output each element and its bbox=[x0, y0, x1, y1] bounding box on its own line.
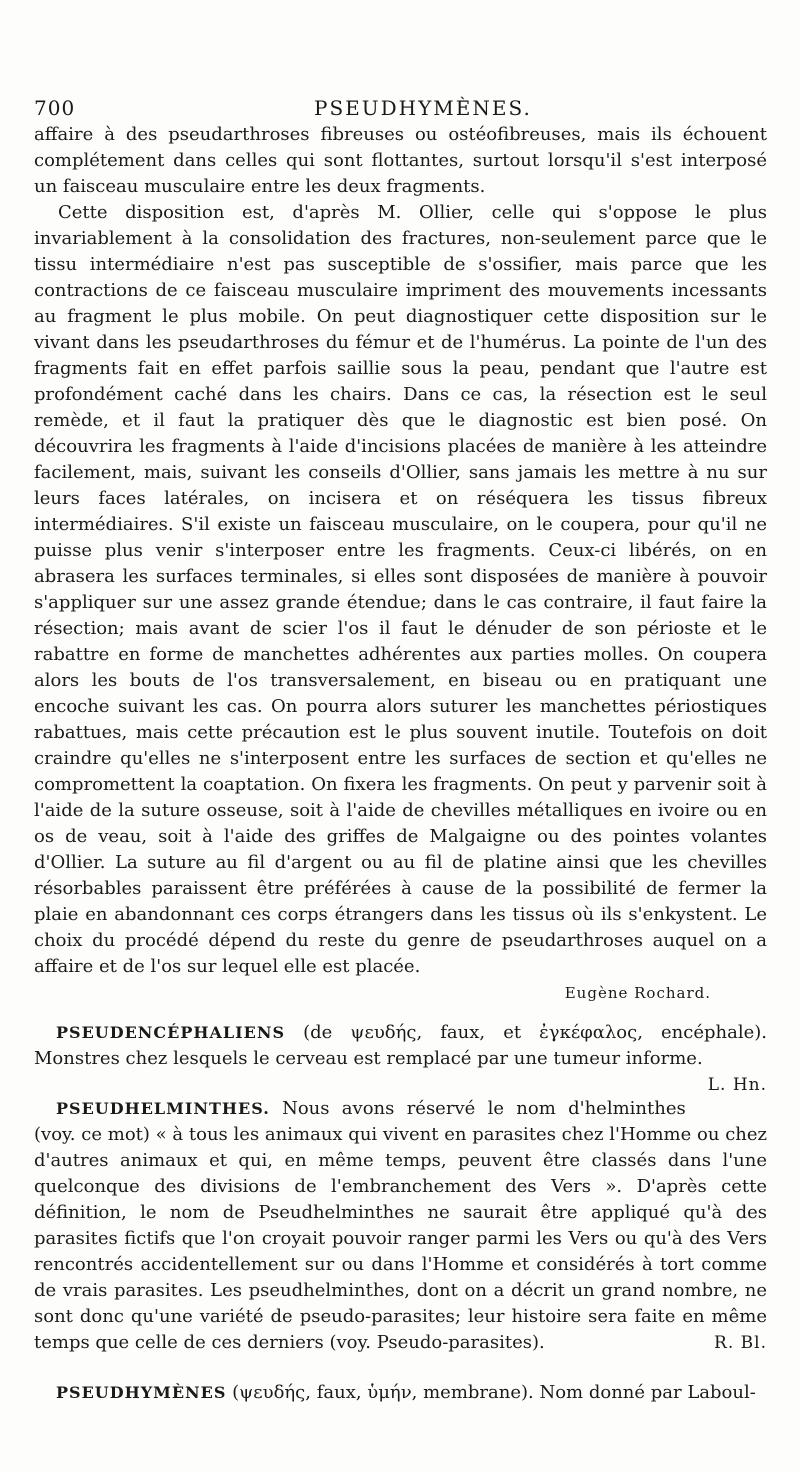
article-paragraph: affaire à des pseudarthroses fibreuses ou ostéofibreuses, mais ils échouent complétement dans celles qui sont flottantes, surtout lorsqu'il s'est interposé un faisceau musculaire entre les deux fragments. bbox=[34, 124, 767, 197]
entry-author: L. Hn. bbox=[707, 1075, 767, 1095]
running-title: PSEUDHYMÈNES. bbox=[314, 96, 532, 120]
dictionary-entry bbox=[34, 1020, 767, 1095]
entry-text: (ψευδής, faux, ὑμήν, membrane). Nom donné par Laboul- bbox=[226, 1382, 756, 1403]
article-paragraph: Cette disposition est, d'après M. Ollier, celle qui s'oppose le plus invariablement à la consolidation des fractures, non-seulement parce que le tissu intermédiaire n'est pas susceptible de s'ossifier, mais parce que les contractions de ce faisceau musculaire impriment des mouvements incessants au fragment le plus mobile. On peut diagnostiquer cette disposition sur le vivant dans les pseudarthroses du fémur et de l'humérus. La pointe de l'un des fragments fait en effet parfois saillie sous la peau, pendant que l'autre est profondément caché dans les chairs. Dans ce cas, la résection est le seul remède, et il faut la pratiquer dès que le diagnostic est bien posé. On découvrira les fragments à l'aide d'incisions placées de manière à les atteindre facilement, mais, suivant les conseils d'Ollier, sans jamais les mettre à nu sur leurs faces latérales, on incisera et on réséquera les tissus fibreux intermédiaires. S'il existe un faisceau musculaire, on le coupera, pour qu'il ne puisse plus venir s'interposer entre les fragments. Ceux-ci libérés, on en abrasera les surfaces terminales, si elles sont disposées de manière à pouvoir s'appliquer sur une assez grande étendue; dans le cas contraire, il faut faire la résection; mais avant de scier l'os il faut le dénuder de son périoste et le rabattre en forme de manchettes adhérentes aux parties molles. On coupera alors les bouts de l'os transversalement, en biseau ou en pratiquant une encoche suivant les cas. On pourra alors suturer les manchettes périostiques rabattues, mais cette précaution est le plus souvent inutile. Toutefois on doit craindre qu'elles ne s'interposent entre les surfaces de section et qu'elles ne compromettent la coaptation. On fixera les fragments. On peut y parvenir soit à l'aide de la suture osseuse, soit à l'aide de chevilles métalliques en ivoire ou en os de veau, soit à l'aide des griffes de Malgaigne ou des pointes volantes d'Ollier. La suture au fil d'argent ou au fil de platine ainsi que les chevilles résorbables paraissent être préférées à cause de la possibilité de fermer la plaie en abandonnant ces corps étrangers dans les tissus où ils s'enkystent. Le choix du procédé dépend du reste du genre de pseudarthroses auquel on a affaire et de l'os sur lequel elle est placée. bbox=[34, 202, 767, 977]
entry-text: (de ψευδής, faux, et ἐγκέφαλος, encéphale). Monstres chez lesquels le cerveau est remplacé par une tumeur informe. bbox=[34, 1022, 767, 1069]
article-signature: Eugène Rochard. bbox=[564, 984, 711, 1002]
entry-headword: PSEUDENCÉPHALIENS bbox=[56, 1023, 286, 1042]
document-page bbox=[34, 92, 767, 1430]
entry-headword: PSEUDHYMÈNES bbox=[56, 1383, 227, 1402]
dictionary-entry bbox=[34, 1380, 767, 1406]
running-head bbox=[34, 92, 767, 122]
page-number: 700 bbox=[34, 96, 76, 120]
entry-author: R. Bl. bbox=[714, 1333, 767, 1353]
entry-headword: PSEUDHELMINTHES. bbox=[56, 1099, 270, 1118]
dictionary-entry bbox=[34, 1096, 767, 1356]
entry-text: Nous avons réservé le nom d'helminthes (voy. ce mot) « à tous les animaux qui vivent en parasites chez l'Homme ou chez d'autres animaux et qui, en même temps, peuvent être classés dans l'une quelconque des divisions de l'embranchement des Vers ». D'après cette définition, le nom de Pseudhelminthes ne saurait être appliqué qu'à des parasites fictifs que l'on croyait pouvoir ranger parmi les Vers ou qu'à des Vers rencontrés accidentellement sur ou dans l'Homme et considérés à tort comme de vrais parasites. Les pseudhelminthes, dont on a décrit un grand nombre, ne sont donc qu'une variété de pseudo-parasites; leur histoire sera faite en même temps que celle de ces derniers (voy. Pseudo-parasites). bbox=[34, 1098, 767, 1353]
